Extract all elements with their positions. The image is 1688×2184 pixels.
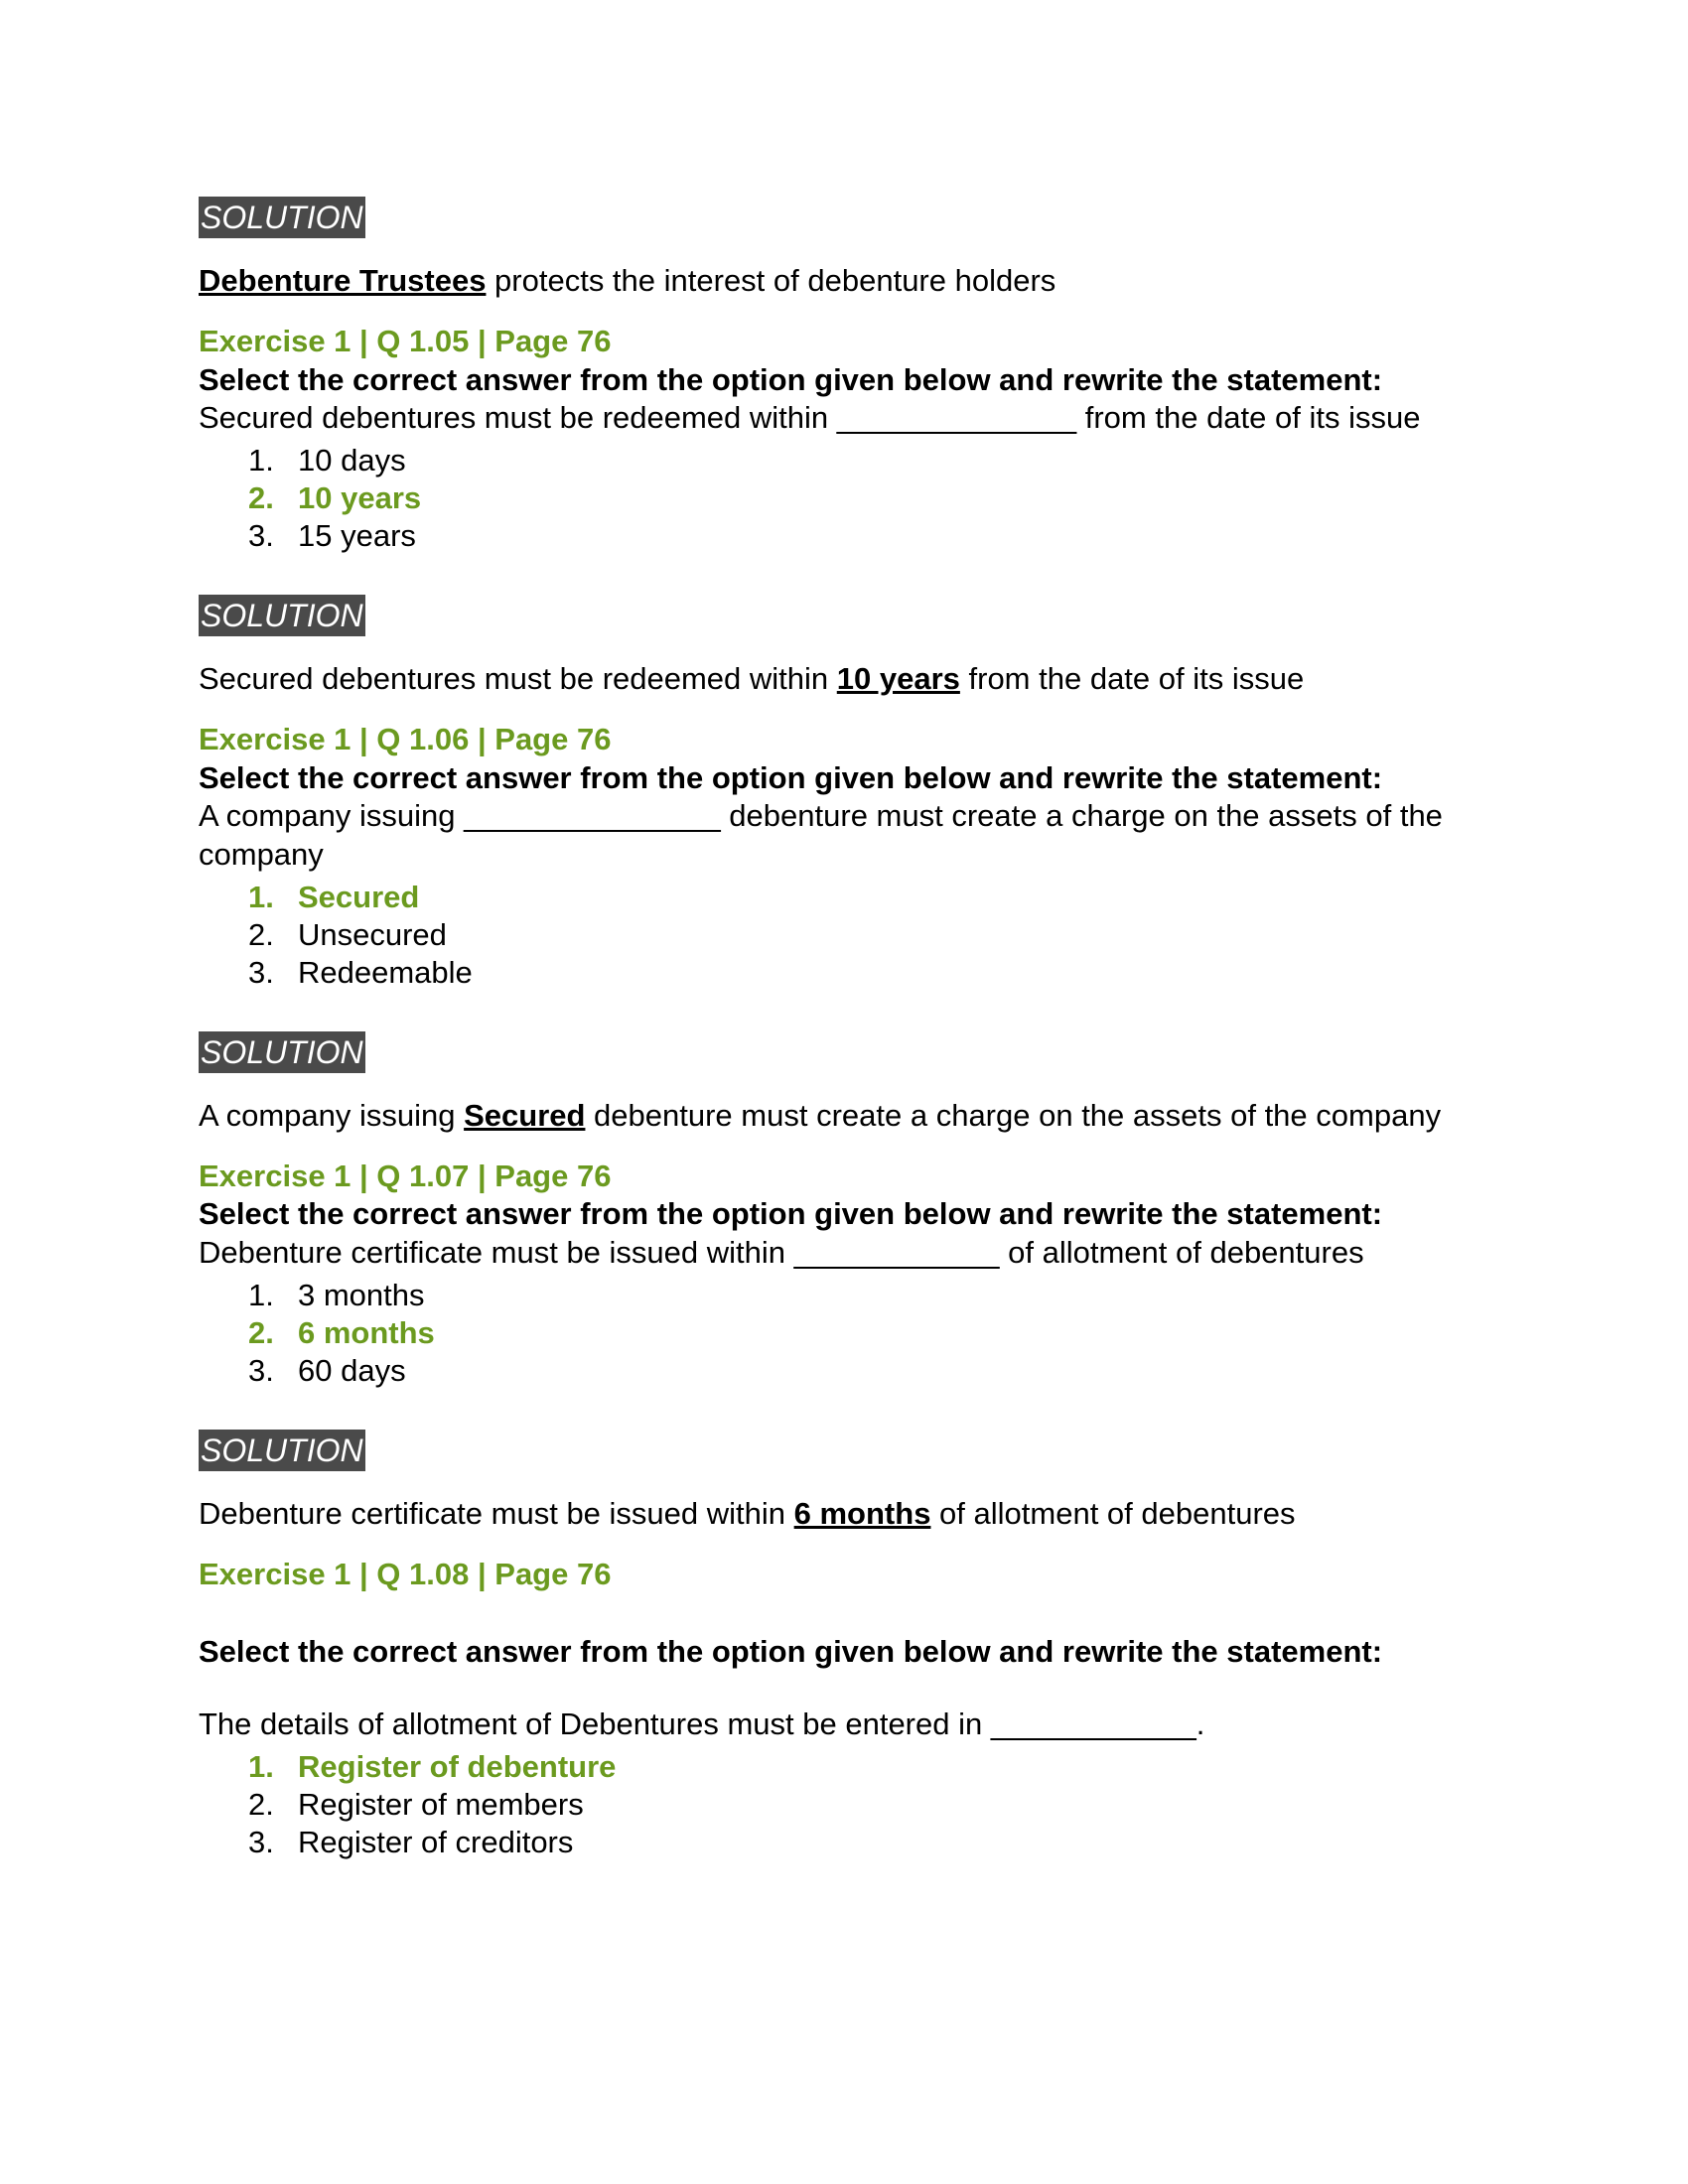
option-item-correct: 1. Secured [248, 879, 420, 914]
option-item: 3. Register of creditors [248, 1824, 574, 1859]
solution-answer: 6 months [793, 1495, 931, 1531]
exercise-block-1-05 [199, 323, 1509, 555]
option-item: 1. 10 days [248, 443, 406, 478]
solution-block [199, 1430, 1509, 1534]
options-list [199, 879, 1509, 992]
question-statement: A company issuing _______________ debenture must create a charge on the assets of the company [199, 798, 1443, 872]
option-item-correct: 1. Register of debenture [248, 1748, 617, 1784]
solution-label: SOLUTION [199, 1031, 365, 1073]
option-item: 2. Unsecured [248, 916, 447, 952]
option-item: 3. 15 years [248, 518, 416, 553]
exercise-block-1-08 [199, 1556, 1509, 1861]
exercise-heading: Exercise 1 | Q 1.07 | Page 76 [199, 1158, 612, 1193]
exercise-heading: Exercise 1 | Q 1.06 | Page 76 [199, 721, 612, 756]
exercise-instruction: Select the correct answer from the option given below and rewrite the statement: [199, 361, 1383, 397]
exercise-instruction: Select the correct answer from the option given below and rewrite the statement: [199, 1634, 1383, 1670]
solution-text: Secured debentures must be redeemed within 10 years from the date of its issue [199, 661, 1305, 696]
solution-answer: Debenture Trustees [199, 263, 487, 298]
exercise-instruction: Select the correct answer from the option given below and rewrite the statement: [199, 1196, 1383, 1232]
solution-label: SOLUTION [199, 1430, 365, 1471]
options-list [199, 1748, 1509, 1861]
solution-block [199, 595, 1509, 699]
solution-block [199, 1031, 1509, 1136]
option-item-correct: 2. 6 months [248, 1314, 435, 1350]
solution-answer: 10 years [836, 661, 960, 696]
exercise-heading: Exercise 1 | Q 1.08 | Page 76 [199, 1556, 612, 1591]
solution-block [199, 197, 1509, 301]
solution-text: A company issuing Secured debenture must create a charge on the assets of the company [199, 1097, 1442, 1133]
question-statement: Debenture certificate must be issued within ____________ of allotment of debentures [199, 1235, 1364, 1270]
question-statement: The details of allotment of Debentures must be entered in ____________. [199, 1706, 1205, 1741]
exercise-heading: Exercise 1 | Q 1.05 | Page 76 [199, 323, 612, 358]
document-content [199, 197, 1509, 1901]
option-item: 3. Redeemable [248, 954, 473, 990]
option-item-correct: 2. 10 years [248, 480, 422, 515]
solution-label: SOLUTION [199, 197, 365, 238]
question-statement: Secured debentures must be redeemed within ______________ from the date of its issue [199, 400, 1421, 436]
exercise-block-1-07 [199, 1158, 1509, 1390]
solution-rest: protects the interest of debenture holders [486, 263, 1056, 298]
exercise-instruction: Select the correct answer from the option given below and rewrite the statement: [199, 759, 1383, 795]
option-item: 1. 3 months [248, 1277, 425, 1312]
exercise-block-1-06 [199, 721, 1509, 992]
options-list [199, 442, 1509, 555]
options-list [199, 1277, 1509, 1390]
solution-text: Debenture certificate must be issued within 6 months of allotment of debentures [199, 1495, 1296, 1531]
option-item: 3. 60 days [248, 1352, 406, 1388]
solution-text [199, 262, 1509, 301]
solution-label: SOLUTION [199, 595, 365, 636]
option-item: 2. Register of members [248, 1786, 584, 1822]
solution-answer: Secured [464, 1097, 586, 1133]
